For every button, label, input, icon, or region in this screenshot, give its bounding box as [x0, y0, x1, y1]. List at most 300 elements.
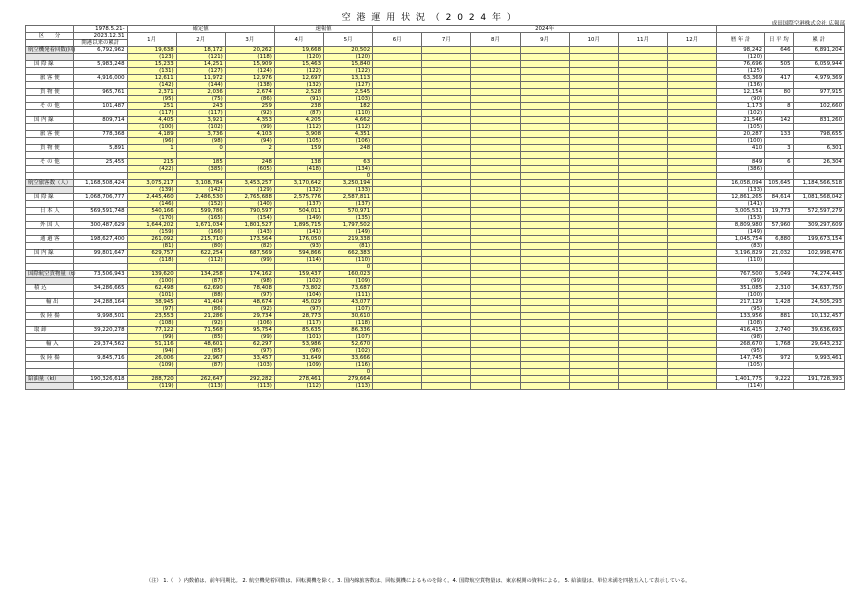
- month-value: 238: [274, 103, 323, 110]
- grand-total-value: 26,304: [793, 159, 845, 166]
- month-yoy: (91): [274, 96, 323, 103]
- month-empty: [520, 68, 569, 75]
- daily-average-value: 3: [765, 145, 793, 152]
- table-row: [26, 103, 845, 110]
- month-yoy: (131): [127, 68, 176, 75]
- month-empty: [667, 348, 716, 355]
- month-empty: [127, 264, 176, 271]
- month-empty: [520, 376, 569, 383]
- year-total-yoy: (95): [717, 348, 765, 355]
- month-yoy: (92): [225, 110, 274, 117]
- month-empty: [520, 117, 569, 124]
- month-empty: [471, 327, 520, 334]
- month-yoy: (111): [324, 292, 373, 299]
- grand-total-value: 34,637,750: [793, 285, 845, 292]
- month-empty: [471, 201, 520, 208]
- month-empty: [422, 47, 471, 54]
- header-confirmed: 確定値: [127, 26, 274, 33]
- month-value: 2,445,460: [127, 194, 176, 201]
- year-total-value: 410: [717, 145, 765, 152]
- month-empty: [618, 180, 667, 187]
- row-label: 輸 入: [26, 341, 74, 348]
- header-month: 7月: [422, 33, 471, 47]
- month-empty: [667, 327, 716, 334]
- daily-average-value: 105,645: [765, 180, 793, 187]
- month-empty: [569, 110, 618, 117]
- month-yoy: (112): [274, 383, 323, 390]
- month-empty: [667, 131, 716, 138]
- year-total-yoy: (120): [717, 54, 765, 61]
- table-row-yoy: [26, 292, 845, 299]
- cumulative-value: 34,286,665: [74, 285, 128, 292]
- month-empty: [618, 348, 667, 355]
- daily-average-value: 417: [765, 75, 793, 82]
- month-empty: [422, 341, 471, 348]
- month-empty: [471, 215, 520, 222]
- daily-average-value: 1,768: [765, 341, 793, 348]
- month-yoy: (81): [324, 243, 373, 250]
- cumulative-value: 300,487,629: [74, 222, 128, 229]
- month-value: 1,671,034: [176, 222, 225, 229]
- month-yoy: (107): [324, 306, 373, 313]
- cumulative-blank: [74, 110, 128, 117]
- month-empty: [471, 376, 520, 383]
- table-row-yoy: [26, 215, 845, 222]
- month-value: 174,162: [225, 271, 274, 278]
- header-month: 3月: [225, 33, 274, 47]
- month-empty: [520, 194, 569, 201]
- daily-average-value: 2,310: [765, 285, 793, 292]
- daily-average-value: 505: [765, 61, 793, 68]
- row-label: 輸 出: [26, 299, 74, 306]
- month-empty: [471, 117, 520, 124]
- month-value: 215,710: [176, 236, 225, 243]
- cumulative-value: 965,761: [74, 89, 128, 96]
- grand-total-blank: [793, 229, 845, 236]
- month-empty: [618, 187, 667, 194]
- table-row-yoy: [26, 348, 845, 355]
- row-label: 国 内 線: [26, 117, 74, 124]
- month-empty: [373, 110, 422, 117]
- month-value: 63: [324, 159, 373, 166]
- daily-average-blank: [765, 187, 793, 194]
- row-label-blank: [26, 82, 74, 89]
- month-empty: [471, 61, 520, 68]
- month-yoy: (94): [127, 348, 176, 355]
- month-empty: [667, 68, 716, 75]
- grand-total-value: 4,979,369: [793, 75, 845, 82]
- month-value: 540,166: [127, 208, 176, 215]
- month-empty: [618, 166, 667, 173]
- month-value: 52,670: [324, 341, 373, 348]
- daily-average-blank: [765, 243, 793, 250]
- month-yoy: (104): [274, 292, 323, 299]
- month-value: 15,463: [274, 61, 323, 68]
- month-yoy: (106): [324, 138, 373, 145]
- month-empty: [274, 264, 323, 271]
- month-empty: [471, 341, 520, 348]
- grand-total-blank: [793, 201, 845, 208]
- cumulative-value: 6,792,962: [74, 47, 128, 54]
- month-empty: [520, 103, 569, 110]
- month-value: 3,736: [176, 131, 225, 138]
- month-empty: [373, 54, 422, 61]
- month-empty: [618, 54, 667, 61]
- month-empty: [667, 194, 716, 201]
- daily-average-blank: [765, 82, 793, 89]
- grand-total-blank: [793, 166, 845, 173]
- year-total-yoy: (98): [717, 334, 765, 341]
- grand-total-value: 6,891,204: [793, 47, 845, 54]
- month-empty: [471, 355, 520, 362]
- header-month: 10月: [569, 33, 618, 47]
- month-value: 173,564: [225, 236, 274, 243]
- publisher-label: 成田国際空港株式会社 広報部: [771, 21, 845, 27]
- cumulative-blank: [74, 257, 128, 264]
- year-total-value: 217,129: [717, 299, 765, 306]
- cumulative-value: 5,891: [74, 145, 128, 152]
- month-empty: [373, 383, 422, 390]
- month-yoy: (114): [274, 257, 323, 264]
- month-yoy: (85): [176, 348, 225, 355]
- month-empty: [569, 124, 618, 131]
- month-yoy: (82): [225, 243, 274, 250]
- cumulative-value: 5,983,248: [74, 61, 128, 68]
- month-value: 4,351: [324, 131, 373, 138]
- cumulative-blank: [74, 187, 128, 194]
- month-empty: [618, 208, 667, 215]
- month-empty: [520, 208, 569, 215]
- daily-average-blank: [765, 320, 793, 327]
- month-empty: [618, 215, 667, 222]
- month-value: 215: [127, 159, 176, 166]
- month-empty: [373, 292, 422, 299]
- month-empty: [520, 278, 569, 285]
- month-value: 185: [176, 159, 225, 166]
- month-empty: [422, 124, 471, 131]
- month-empty: [471, 334, 520, 341]
- cumulative-value: 809,714: [74, 117, 128, 124]
- month-value: 1,895,715: [274, 222, 323, 229]
- month-value: 15,840: [324, 61, 373, 68]
- cumulative-blank: [74, 306, 128, 313]
- grand-total-blank: [793, 68, 845, 75]
- header-year-total: 暦 年 計: [717, 33, 765, 47]
- month-value: 86,336: [324, 327, 373, 334]
- month-empty: [667, 236, 716, 243]
- month-yoy: (139): [127, 187, 176, 194]
- month-value: 77,122: [127, 327, 176, 334]
- table-row-yoy: [26, 124, 845, 131]
- month-yoy: (109): [324, 278, 373, 285]
- month-yoy: (142): [127, 82, 176, 89]
- month-yoy: (102): [324, 348, 373, 355]
- month-empty: [569, 313, 618, 320]
- month-empty: [422, 306, 471, 313]
- month-value: 139,620: [127, 271, 176, 278]
- month-value: 51,116: [127, 341, 176, 348]
- month-yoy: (113): [225, 383, 274, 390]
- month-empty: [422, 320, 471, 327]
- month-empty: [618, 61, 667, 68]
- month-empty: [618, 327, 667, 334]
- row-label-blank: [26, 166, 74, 173]
- month-empty: [422, 313, 471, 320]
- daily-average-blank: [765, 369, 793, 376]
- month-yoy: (119): [127, 383, 176, 390]
- month-yoy: (118): [324, 320, 373, 327]
- month-yoy: (108): [127, 320, 176, 327]
- month-empty: [422, 355, 471, 362]
- year-total-yoy: [717, 152, 765, 159]
- month-empty: [667, 334, 716, 341]
- table-row: [26, 145, 845, 152]
- month-empty: [667, 285, 716, 292]
- month-empty: [569, 68, 618, 75]
- month-yoy: (92): [176, 320, 225, 327]
- month-yoy: (118): [127, 257, 176, 264]
- month-empty: [618, 320, 667, 327]
- row-label-blank: [26, 264, 74, 271]
- month-empty: [471, 257, 520, 264]
- month-empty: [373, 236, 422, 243]
- month-value: 31,649: [274, 355, 323, 362]
- table-row: [26, 89, 845, 96]
- month-value: 594,866: [274, 250, 323, 257]
- month-yoy: (98): [176, 138, 225, 145]
- month-empty: [373, 75, 422, 82]
- month-empty: [569, 285, 618, 292]
- month-yoy: (118): [225, 54, 274, 61]
- month-empty: [569, 383, 618, 390]
- cumulative-blank: [74, 320, 128, 327]
- month-yoy: (605): [225, 166, 274, 173]
- cumulative-blank: [74, 54, 128, 61]
- month-empty: [373, 362, 422, 369]
- month-empty: [471, 306, 520, 313]
- grand-total-blank: [793, 82, 845, 89]
- month-empty: [667, 173, 716, 180]
- month-value: 85,635: [274, 327, 323, 334]
- daily-average-blank: [765, 334, 793, 341]
- month-empty: [422, 229, 471, 236]
- month-value: 73,687: [324, 285, 373, 292]
- table-row: [26, 47, 845, 54]
- month-empty: [520, 299, 569, 306]
- month-empty: [373, 348, 422, 355]
- month-empty: [520, 348, 569, 355]
- year-total-yoy: (83): [717, 243, 765, 250]
- month-yoy: (132): [274, 82, 323, 89]
- row-label-blank: [26, 320, 74, 327]
- month-empty: [373, 194, 422, 201]
- month-empty: [422, 362, 471, 369]
- month-empty: [373, 320, 422, 327]
- month-yoy: (87): [176, 362, 225, 369]
- month-empty: [520, 369, 569, 376]
- month-empty: [471, 131, 520, 138]
- month-empty: [618, 82, 667, 89]
- month-empty: [471, 313, 520, 320]
- month-empty: [569, 208, 618, 215]
- row-label: そ の 他: [26, 159, 74, 166]
- month-empty: [373, 215, 422, 222]
- table-row: [26, 285, 845, 292]
- daily-average-blank: [765, 110, 793, 117]
- year-total-value: 1,173: [717, 103, 765, 110]
- month-value: 176,050: [274, 236, 323, 243]
- row-label-blank: [26, 278, 74, 285]
- year-total-value: 849: [717, 159, 765, 166]
- year-total-value: 1,045,754: [717, 236, 765, 243]
- month-empty: [373, 131, 422, 138]
- month-empty: [569, 103, 618, 110]
- month-value: 599,786: [176, 208, 225, 215]
- month-empty: [618, 278, 667, 285]
- month-value: 262,647: [176, 376, 225, 383]
- month-empty: [618, 96, 667, 103]
- table-row: [26, 194, 845, 201]
- month-empty: [520, 145, 569, 152]
- row-label: 旅 客 便: [26, 131, 74, 138]
- month-empty: [471, 250, 520, 257]
- month-yoy: (137): [324, 201, 373, 208]
- year-total-yoy: (100): [717, 138, 765, 145]
- month-empty: [471, 299, 520, 306]
- month-yoy: (97): [274, 306, 323, 313]
- table-row-yoy: [26, 320, 845, 327]
- grand-total-value: 199,673,154: [793, 236, 845, 243]
- grand-total-blank: [793, 257, 845, 264]
- month-empty: [373, 68, 422, 75]
- month-yoy: (385): [176, 166, 225, 173]
- month-empty: [618, 152, 667, 159]
- month-empty: [471, 194, 520, 201]
- month-empty: [471, 159, 520, 166]
- month-value: 2,486,530: [176, 194, 225, 201]
- month-yoy: (109): [274, 362, 323, 369]
- month-empty: [618, 299, 667, 306]
- month-empty: [373, 222, 422, 229]
- month-empty: [569, 89, 618, 96]
- month-yoy: (129): [225, 187, 274, 194]
- month-empty: [373, 299, 422, 306]
- month-empty: [471, 320, 520, 327]
- table-row: [26, 355, 845, 362]
- month-empty: [471, 54, 520, 61]
- cumulative-value: 25,455: [74, 159, 128, 166]
- month-empty: [520, 222, 569, 229]
- month-yoy: (100): [127, 278, 176, 285]
- daily-average-value: 19,773: [765, 208, 793, 215]
- month-value: 3,075,217: [127, 180, 176, 187]
- month-yoy: (87): [176, 278, 225, 285]
- month-extra: 0: [324, 173, 373, 180]
- month-yoy: [176, 152, 225, 159]
- month-empty: [274, 369, 323, 376]
- month-yoy: (154): [225, 215, 274, 222]
- grand-total-blank: [793, 383, 845, 390]
- month-empty: [373, 103, 422, 110]
- month-value: 12,976: [225, 75, 274, 82]
- month-yoy: (141): [274, 229, 323, 236]
- cumulative-blank: [74, 264, 128, 271]
- month-empty: [569, 341, 618, 348]
- month-empty: [422, 117, 471, 124]
- table-row-extra: [26, 369, 845, 376]
- month-empty: [422, 243, 471, 250]
- table-row-yoy: [26, 243, 845, 250]
- month-value: 12,697: [274, 75, 323, 82]
- month-yoy: (165): [176, 215, 225, 222]
- month-empty: [471, 152, 520, 159]
- month-empty: [471, 68, 520, 75]
- month-empty: [569, 82, 618, 89]
- table-row-yoy: [26, 383, 845, 390]
- month-empty: [373, 96, 422, 103]
- month-empty: [471, 208, 520, 215]
- month-empty: [373, 159, 422, 166]
- month-empty: [569, 271, 618, 278]
- month-yoy: (134): [324, 166, 373, 173]
- month-empty: [373, 306, 422, 313]
- month-value: 138: [274, 159, 323, 166]
- month-empty: [520, 271, 569, 278]
- cumulative-blank: [74, 138, 128, 145]
- month-empty: [471, 124, 520, 131]
- month-empty: [373, 82, 422, 89]
- cumulative-value: 39,220,278: [74, 327, 128, 334]
- row-label-blank: [26, 362, 74, 369]
- month-yoy: (85): [176, 334, 225, 341]
- table-row-yoy: [26, 257, 845, 264]
- month-empty: [373, 369, 422, 376]
- month-empty: [667, 376, 716, 383]
- row-label: 国際航空貨物量（t）: [26, 271, 74, 278]
- month-empty: [520, 313, 569, 320]
- month-yoy: (122): [324, 68, 373, 75]
- month-empty: [422, 250, 471, 257]
- daily-average-blank: [765, 383, 793, 390]
- month-empty: [569, 166, 618, 173]
- month-empty: [618, 257, 667, 264]
- grand-total-blank: [793, 96, 845, 103]
- month-value: 11,972: [176, 75, 225, 82]
- year-total-yoy: (386): [717, 166, 765, 173]
- month-value: 219,338: [324, 236, 373, 243]
- cumulative-blank: [74, 96, 128, 103]
- month-empty: [471, 173, 520, 180]
- month-empty: [618, 369, 667, 376]
- month-empty: [569, 292, 618, 299]
- year-total-yoy: (110): [717, 257, 765, 264]
- table-row-yoy: [26, 138, 845, 145]
- month-empty: [225, 264, 274, 271]
- month-empty: [471, 82, 520, 89]
- grand-total-value: 9,993,461: [793, 355, 845, 362]
- month-empty: [569, 61, 618, 68]
- month-value: 41,404: [176, 299, 225, 306]
- month-empty: [520, 54, 569, 61]
- month-empty: [618, 222, 667, 229]
- month-empty: [569, 131, 618, 138]
- month-extra: 0: [324, 369, 373, 376]
- month-empty: [667, 54, 716, 61]
- month-empty: [667, 299, 716, 306]
- month-empty: [373, 187, 422, 194]
- month-empty: [667, 201, 716, 208]
- month-yoy: [274, 152, 323, 159]
